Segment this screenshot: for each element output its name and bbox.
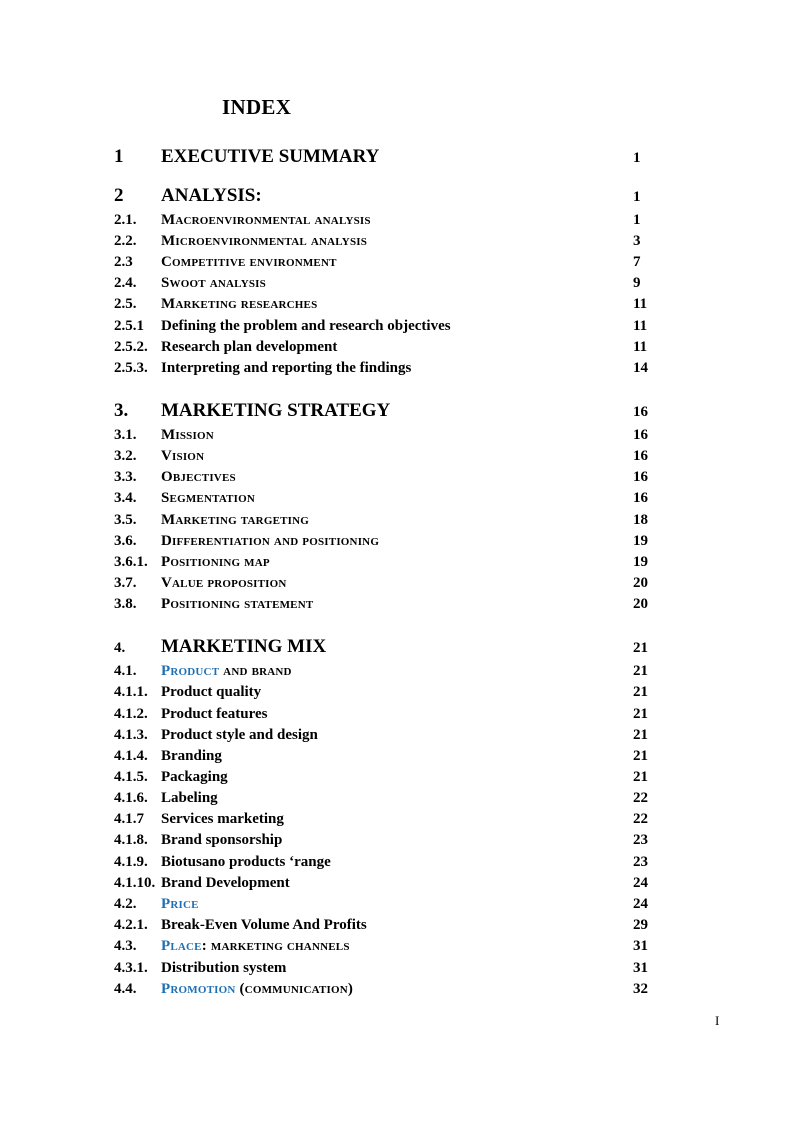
- toc-page: 22: [633, 790, 648, 806]
- toc-page: 1: [633, 212, 641, 228]
- toc-label: Differentiation and positioning: [161, 533, 380, 549]
- toc-page: 16: [633, 448, 648, 464]
- toc-page: 20: [633, 575, 648, 591]
- toc-page: 32: [633, 981, 648, 997]
- toc-label: Swoot analysis: [161, 275, 266, 291]
- toc-label: Positioning statement: [161, 596, 314, 612]
- toc-number: 3.7.: [114, 575, 137, 591]
- toc-label: Value proposition: [161, 575, 287, 591]
- toc-label: Mission: [161, 427, 214, 443]
- toc-number: 4.2.1.: [114, 917, 148, 933]
- toc-row[interactable]: [114, 721, 654, 743]
- toc-number: 2.2.: [114, 233, 137, 249]
- toc-row[interactable]: [114, 421, 654, 443]
- toc-label-rest: (communication): [235, 981, 354, 997]
- toc-number: 2.5.1: [114, 318, 144, 334]
- toc-label: Services marketing: [161, 811, 284, 827]
- toc-number: 2.4.: [114, 275, 137, 291]
- toc-label: Vision: [161, 448, 205, 464]
- toc-row[interactable]: [114, 678, 654, 700]
- toc-label: Marketing researches: [161, 296, 318, 312]
- toc-page: 22: [633, 811, 648, 827]
- toc-page: 11: [633, 339, 648, 355]
- toc-number: 4.1.4.: [114, 748, 148, 764]
- toc-page: 16: [633, 427, 648, 443]
- toc-row[interactable]: [114, 442, 654, 464]
- toc-row[interactable]: [114, 700, 654, 722]
- toc-link[interactable]: Product: [161, 663, 220, 679]
- toc-number: 4.1.9.: [114, 854, 148, 870]
- toc-number: 3.2.: [114, 448, 137, 464]
- toc-row[interactable]: [114, 826, 654, 848]
- toc-number: 2.5.: [114, 296, 137, 312]
- toc-number: 4.3.: [114, 938, 137, 954]
- toc-row[interactable]: [114, 333, 654, 355]
- toc-number: 4.1.8.: [114, 832, 148, 848]
- toc-row[interactable]: [114, 463, 654, 485]
- toc-label: [161, 939, 350, 954]
- toc-page: 21: [633, 748, 648, 764]
- toc-label: MARKETING MIX: [161, 636, 327, 657]
- toc-label: ANALYSIS:: [161, 185, 262, 206]
- toc-label: Macroenvironmental analysis: [161, 212, 371, 228]
- toc-page: 21: [633, 684, 648, 700]
- toc-number: 3.6.: [114, 533, 137, 549]
- toc-label: [161, 664, 292, 679]
- toc-page: 18: [633, 512, 648, 528]
- toc-number: 2.5.2.: [114, 339, 148, 355]
- toc-row[interactable]: [114, 527, 654, 549]
- toc-page: 31: [633, 960, 648, 976]
- toc-number: 4.3.1.: [114, 960, 148, 976]
- toc-page: 23: [633, 854, 648, 870]
- toc-label: Brand sponsorship: [161, 832, 283, 848]
- toc-row[interactable]: [114, 354, 654, 376]
- toc-row[interactable]: [114, 742, 654, 764]
- toc-row[interactable]: [114, 548, 654, 570]
- toc-label: Break-Even Volume And Profits: [161, 917, 367, 933]
- toc-label: Labeling: [161, 790, 218, 806]
- toc-row[interactable]: [114, 144, 654, 166]
- toc-number: 4.1.: [114, 663, 137, 679]
- toc-row[interactable]: [114, 911, 654, 933]
- toc-row[interactable]: [114, 312, 654, 334]
- page-number: I: [715, 1013, 720, 1028]
- toc-row[interactable]: [114, 890, 654, 912]
- toc-row[interactable]: [114, 932, 654, 954]
- toc-page: 20: [633, 596, 648, 612]
- toc-label: [161, 982, 353, 997]
- toc-label: MARKETING STRATEGY: [161, 400, 391, 421]
- toc-number: 3.3.: [114, 469, 137, 485]
- toc-label: [161, 897, 199, 912]
- toc-page: 21: [633, 663, 648, 679]
- toc-row[interactable]: [114, 183, 654, 205]
- toc-page: 24: [633, 875, 648, 891]
- toc-link[interactable]: Promotion: [161, 981, 236, 997]
- index-title: INDEX: [222, 95, 292, 119]
- toc-number: 3.8.: [114, 596, 137, 612]
- toc-row[interactable]: [114, 869, 654, 891]
- toc-page: 19: [633, 554, 648, 570]
- toc-label: Interpreting and reporting the findings: [161, 360, 412, 376]
- toc-label: Packaging: [161, 769, 228, 785]
- toc-number: 2.3: [114, 254, 133, 270]
- toc-number: 4.: [114, 640, 126, 656]
- toc-row[interactable]: [114, 590, 654, 612]
- toc-label: Competitive environment: [161, 254, 337, 270]
- toc-number: 4.1.10.: [114, 875, 156, 891]
- toc-number: 4.1.7: [114, 811, 144, 827]
- toc-number: 4.2.: [114, 896, 137, 912]
- toc-page: 21: [633, 706, 648, 722]
- toc-number: 3.4.: [114, 490, 137, 506]
- toc-row[interactable]: [114, 484, 654, 506]
- toc-page: 1: [633, 189, 641, 205]
- toc-row[interactable]: [114, 206, 654, 228]
- toc-link[interactable]: Place: [161, 938, 202, 954]
- toc-row[interactable]: [114, 805, 654, 827]
- toc-number: 4.1.3.: [114, 727, 148, 743]
- toc-row[interactable]: [114, 398, 654, 420]
- toc-number: 2: [114, 185, 124, 206]
- toc-row[interactable]: [114, 657, 654, 679]
- toc-label: Marketing targeting: [161, 512, 310, 528]
- toc-label: Product features: [161, 706, 268, 722]
- toc-row[interactable]: [114, 848, 654, 870]
- toc-row[interactable]: [114, 569, 654, 591]
- toc-page: 14: [633, 360, 648, 376]
- toc-label: Research plan development: [161, 339, 338, 355]
- toc-number: 2.5.3.: [114, 360, 148, 376]
- toc-label: Product style and design: [161, 727, 318, 743]
- toc-page: 19: [633, 533, 648, 549]
- toc-page: 16: [633, 404, 648, 420]
- toc-page: 29: [633, 917, 648, 933]
- toc-page: 11: [633, 296, 648, 312]
- toc-number: 4.1.6.: [114, 790, 148, 806]
- toc-row[interactable]: [114, 227, 654, 249]
- toc-page: 21: [633, 640, 648, 656]
- toc-label: EXECUTIVE SUMMARY: [161, 146, 380, 167]
- toc-number: 4.1.5.: [114, 769, 148, 785]
- toc-number: 3.1.: [114, 427, 137, 443]
- toc-label: Segmentation: [161, 490, 256, 506]
- toc-number: 4.1.2.: [114, 706, 148, 722]
- toc-label: Biotusano products ‘range: [161, 854, 331, 870]
- toc-page: 16: [633, 490, 648, 506]
- toc-link[interactable]: Price: [161, 896, 199, 912]
- toc-row[interactable]: [114, 975, 654, 997]
- toc-label: Brand Development: [161, 875, 290, 891]
- toc-number: 3.5.: [114, 512, 137, 528]
- toc-page: 16: [633, 469, 648, 485]
- toc-row[interactable]: [114, 248, 654, 270]
- toc-number: 4.4.: [114, 981, 137, 997]
- toc-row[interactable]: [114, 763, 654, 785]
- toc-page: 31: [633, 938, 648, 954]
- toc-row[interactable]: [114, 290, 654, 312]
- toc-page: 9: [633, 275, 641, 291]
- toc-number: 2.1.: [114, 212, 137, 228]
- toc-page: 11: [633, 318, 648, 334]
- toc-label: Objectives: [161, 469, 236, 485]
- toc-row[interactable]: [114, 784, 654, 806]
- toc-label-rest: and brand: [219, 663, 292, 679]
- toc-label: Defining the problem and research objectives: [161, 318, 451, 334]
- toc-page: 21: [633, 769, 648, 785]
- toc-label: Branding: [161, 748, 222, 764]
- toc-number: 1: [114, 146, 124, 167]
- toc-number: 3.6.1.: [114, 554, 148, 570]
- toc-row[interactable]: [114, 954, 654, 976]
- toc-page: 23: [633, 832, 648, 848]
- toc-row[interactable]: [114, 634, 654, 656]
- toc-page: 24: [633, 896, 648, 912]
- toc-page: 1: [633, 150, 641, 166]
- toc-label: Distribution system: [161, 960, 287, 976]
- toc-number: 3.: [114, 400, 129, 421]
- toc-row[interactable]: [114, 269, 654, 291]
- toc-page: 3: [633, 233, 641, 249]
- toc-label-rest: : marketing channels: [201, 938, 350, 954]
- toc-number: 4.1.1.: [114, 684, 148, 700]
- toc-label: Microenvironmental analysis: [161, 233, 368, 249]
- toc-row[interactable]: [114, 506, 654, 528]
- toc-page: 7: [633, 254, 641, 270]
- toc-label: Product quality: [161, 684, 262, 700]
- toc-label: Positioning map: [161, 554, 270, 570]
- toc-page: 21: [633, 727, 648, 743]
